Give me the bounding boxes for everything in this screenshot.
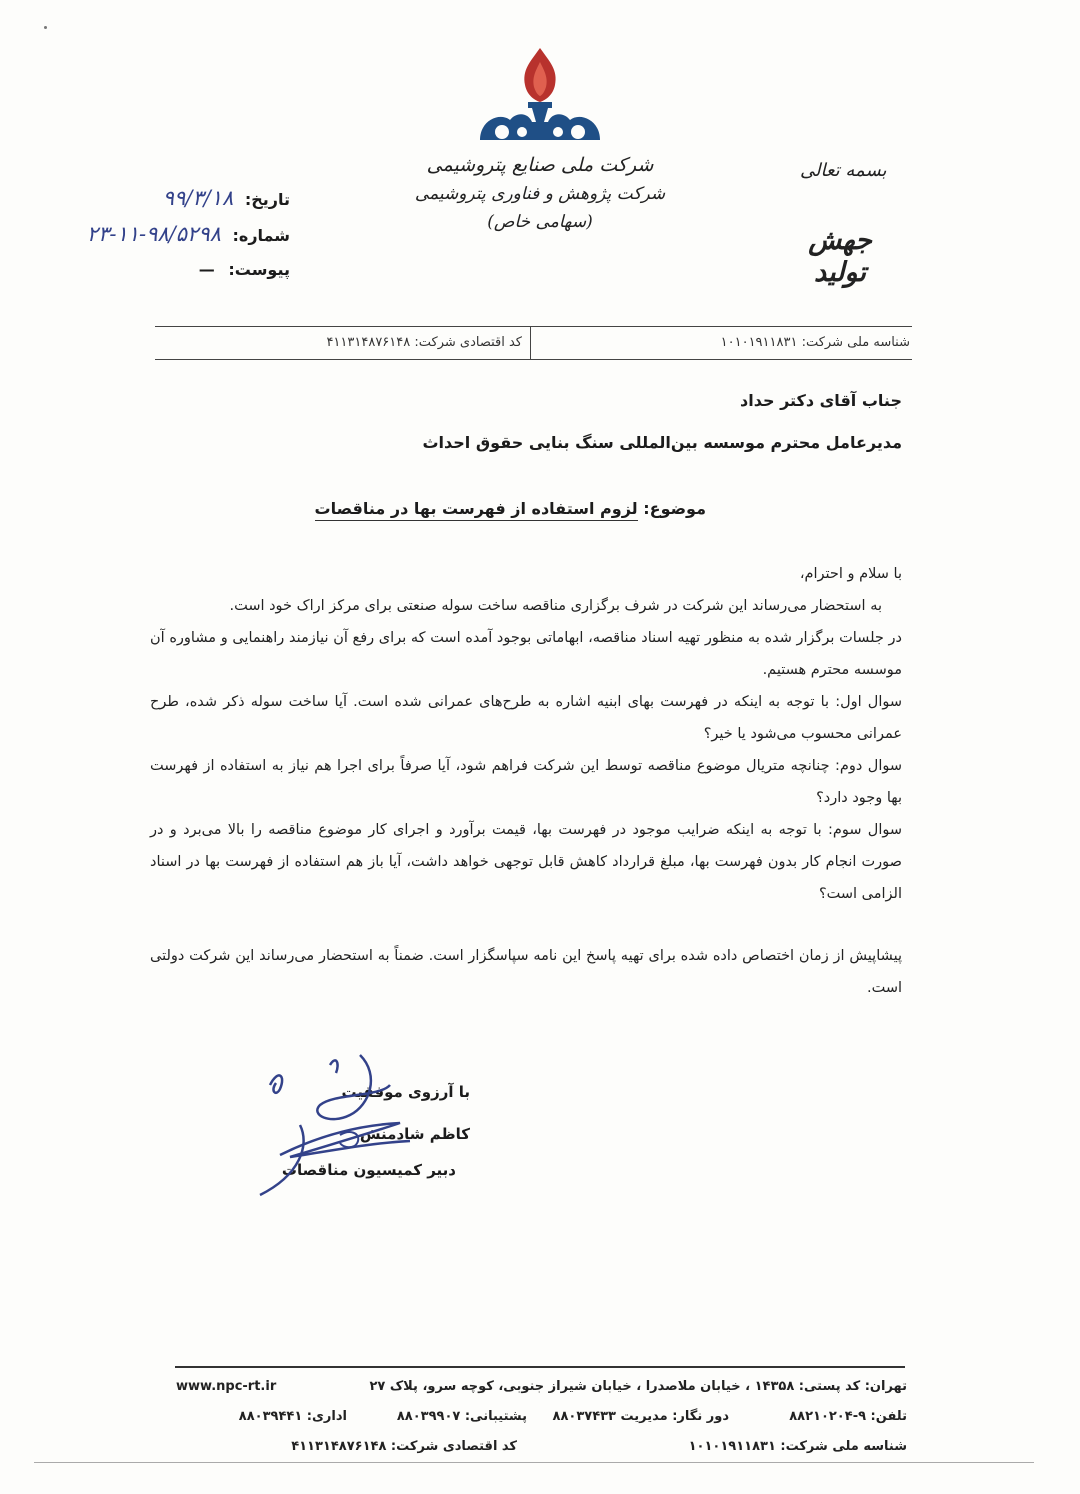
question-2: سوال دوم: چنانچه متریال موضوع مناقصه توسط این شرکت فراهم شود، آیا صرفاً برای اجرا هم نیاز به استفاده از فهرست بها وجود دارد؟ — [150, 758, 902, 806]
date-row — [40, 180, 290, 216]
company-id-bar — [155, 326, 912, 360]
paragraph-closing: پیشاپیش از زمان اختصاص داده شده برای تهیه پاسخ این نامه سپاسگزار است. ضمناً به استحضار می‌رساند این شرکت دولتی است. — [150, 948, 902, 996]
number-row — [40, 216, 290, 252]
footer-economic-code: کد اقتصادی شرکت: ۴۱۱۳۱۴۸۷۶۱۴۸ — [291, 1439, 517, 1454]
letter-footer — [170, 1372, 907, 1462]
footer-fax-support: پشتیبانی: ۸۸۰۳۹۹۰۷ — [396, 1409, 527, 1424]
slogan-production-leap: جهش تولید — [808, 225, 872, 288]
subject-label: موضوع: — [643, 499, 706, 518]
paragraph-ambiguity: در جلسات برگزار شده به منظور تهیه اسناد مناقصه، ابهاماتی بوجود آمده است که برای رفع آن نیازمند راهنمایی و مشاوره آن موسسه محترم هستیم. — [150, 630, 902, 678]
footer-fax-admin: اداری: ۸۸۰۳۹۴۴۱ — [238, 1409, 347, 1424]
footer-phone: تلفن: ۹-۸۸۲۱۰۲۰۴ — [789, 1409, 907, 1424]
footer-address: تهران: کد پستی: ۱۴۳۵۸ ، خیابان ملاصدرا ، خیابان شیراز جنوبی، کوچه سرو، پلاک ۲۷ — [369, 1379, 907, 1394]
paragraph-intro: به استحضار می‌رساند این شرکت در شرف برگزاری مناقصه ساخت سوله صنعتی برای مرکز اراک خود است. — [229, 598, 882, 614]
number-value: ۹۸/۵۲۹۸-۱۱-۲۳ — [86, 222, 221, 246]
date-label: تاریخ: — [244, 190, 290, 209]
scan-speck — [44, 26, 47, 29]
handwritten-signature-icon — [240, 1045, 460, 1205]
greeting: با سلام و احترام، — [799, 566, 902, 582]
company-line-1: شرکت ملی صنایع پتروشیمی — [426, 154, 654, 176]
footer-website: www.npc-rt.ir — [176, 1379, 277, 1394]
recipient-block — [422, 380, 902, 464]
number-label: شماره: — [232, 226, 290, 245]
signer-name: کاظم شادمنش — [359, 1125, 470, 1143]
letter-meta — [40, 180, 290, 288]
basmala: بسمه تعالی — [800, 160, 887, 181]
national-id: شناسه ملی شرکت: ۱۰۱۰۱۹۱۱۸۳۱ — [720, 335, 910, 350]
letter-body — [150, 558, 902, 1004]
recipient-title: مدیرعامل محترم موسسه بین‌المللی سنگ بنایی حقوق احداث — [422, 433, 902, 452]
company-line-2: شرکت پژوهش و فناوری پتروشیمی (سهامی خاص) — [414, 184, 666, 232]
page-frame-line — [34, 1462, 1034, 1463]
footer-row-ids — [170, 1432, 907, 1462]
attachment-label: پیوست: — [228, 260, 290, 279]
attachment-value: — — [198, 260, 215, 279]
company-names — [400, 150, 680, 236]
signer-title: دبیر کمیسیون مناقصات — [281, 1161, 456, 1179]
attachment-row — [40, 252, 290, 288]
question-3: سوال سوم: با توجه به اینکه ضرایب موجود در فهرست بها، قیمت برآورد و اجرای کار موضوع مناقصه را بالا می‌برد و در صورت انجام کار بدون فهرست بها، مبلغ قرارداد کاهش قابل توجهی خواهد داشت، آیا باز هم استفاده از فهرست بها در اسناد الزامی است؟ — [150, 822, 902, 902]
date-value: ۹۹/۳/۱۸ — [162, 186, 234, 210]
npc-logo-icon — [470, 40, 610, 160]
economic-code: کد اقتصادی شرکت: ۴۱۱۳۱۴۸۷۶۱۴۸ — [155, 327, 531, 359]
subject-line — [170, 495, 706, 523]
footer-row-phones — [170, 1402, 907, 1432]
footer-fax-management: دور نگار: مدیریت ۸۸۰۳۷۴۳۳ — [552, 1409, 729, 1424]
footer-national-id: شناسه ملی شرکت: ۱۰۱۰۱۹۱۱۸۳۱ — [688, 1439, 907, 1454]
subject-text: لزوم استفاده از فهرست بها در مناقصات — [315, 499, 638, 521]
question-1: سوال اول: با توجه به اینکه در فهرست بهای ابنیه اشاره به طرح‌های عمرانی شده است. آیا ساخت سوله ذکر شده، طرح عمرانی محسوب می‌شود یا خیر؟ — [150, 694, 902, 742]
footer-row-address — [170, 1372, 907, 1402]
footer-divider — [175, 1366, 905, 1368]
recipient-name: جناب آقای دکتر حداد — [740, 391, 902, 410]
closing-wish: با آرزوی موفقیت — [341, 1083, 470, 1101]
